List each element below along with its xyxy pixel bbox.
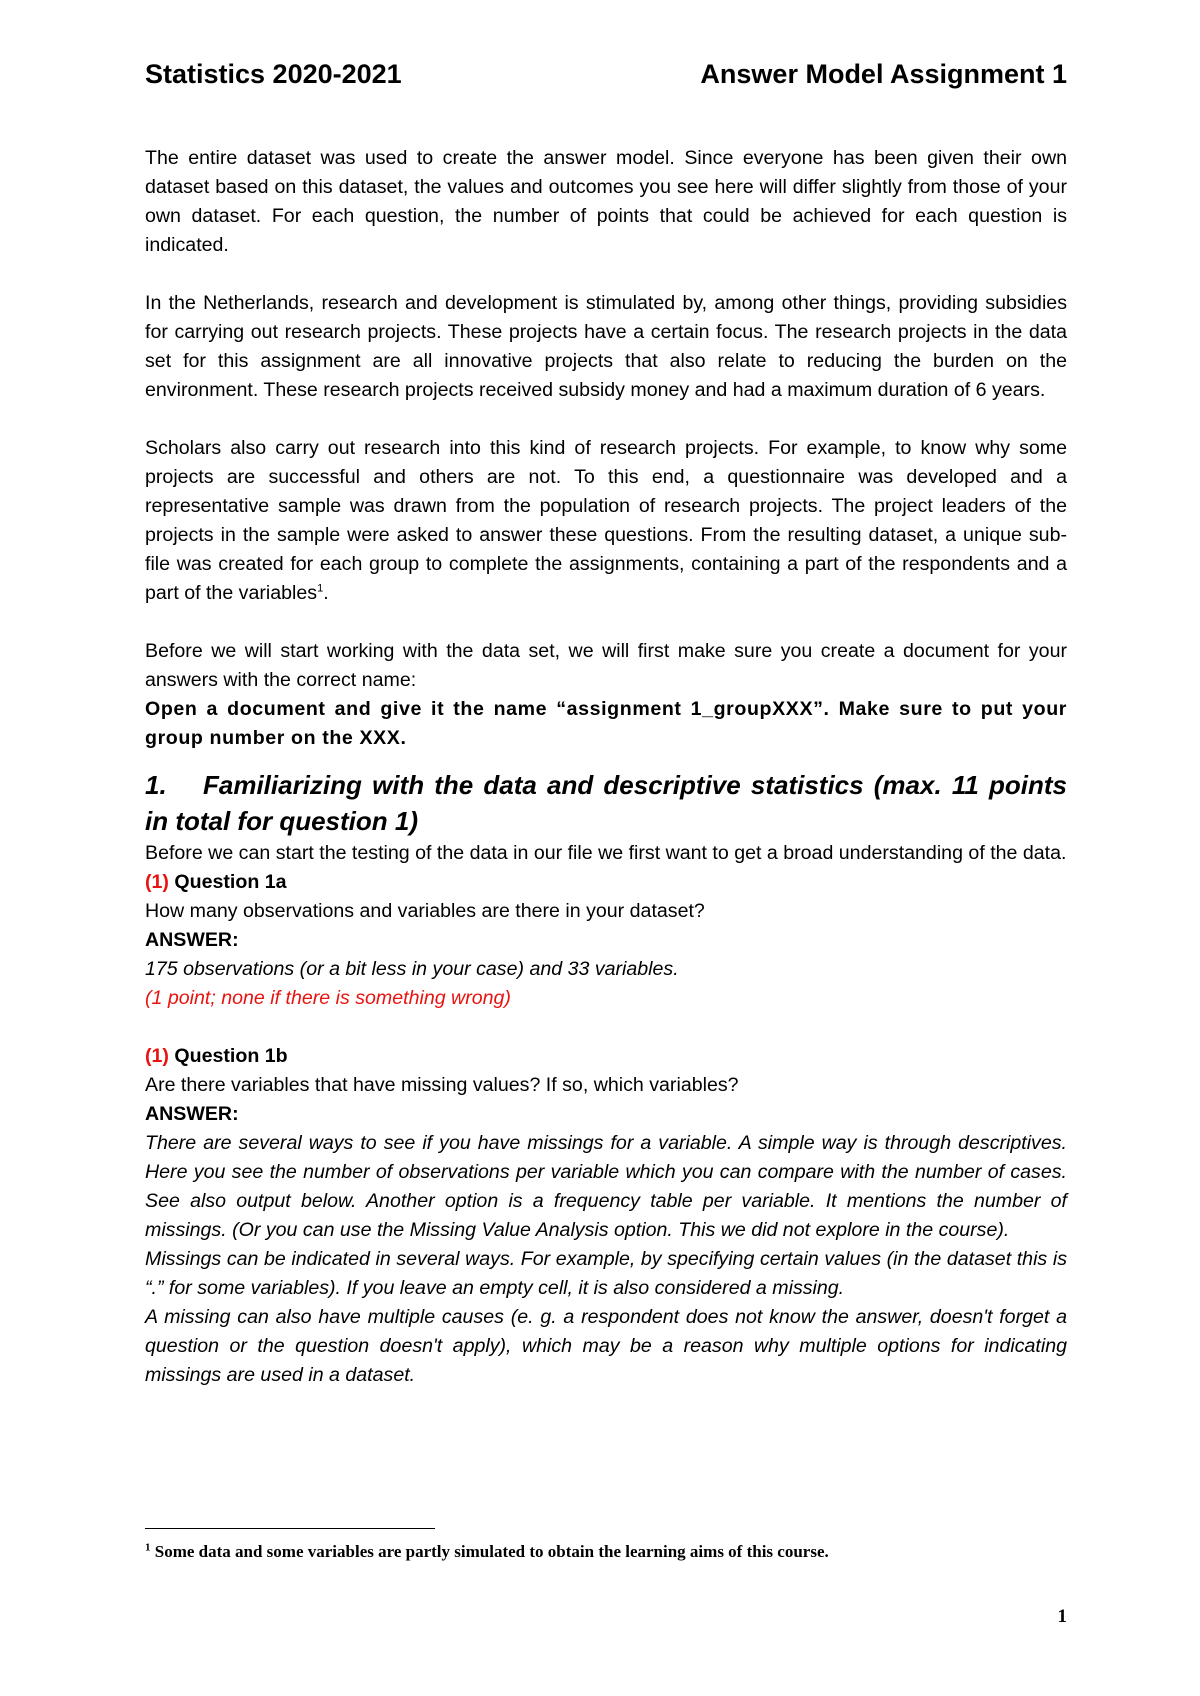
footnote-text: Some data and some variables are partly simulated to obtain the learning aims of this course. <box>154 1542 829 1561</box>
question-1b-title: Question 1b <box>174 1045 288 1067</box>
header-document-title: Answer Model Assignment 1 <box>700 59 1067 89</box>
footnote <box>145 1540 829 1564</box>
section-intro: Before we can start the testing of the data in our file we first want to get a broad understanding of the data. <box>145 842 1067 864</box>
footnote-reference: 1 <box>317 582 324 595</box>
header-course-title: Statistics 2020-2021 <box>145 59 402 89</box>
document-page <box>145 0 1067 1696</box>
question-1a-heading <box>145 868 1067 897</box>
page-header <box>145 56 1067 92</box>
question-1b-text: Are there variables that have missing values? If so, which variables? <box>145 1074 739 1096</box>
question-1b-answer-paragraph-3: A missing can also have multiple causes (e. g. a respondent does not know the answer, doesn't forget a question or the question doesn't apply), which may be a reason why multiple options for indicating missings are used in a dataset. <box>145 1306 1067 1386</box>
question-1a <box>145 868 1067 1013</box>
question-1b-answer-label: ANSWER: <box>145 1103 239 1125</box>
question-1a-grading: (1 point; none if there is something wrong) <box>145 987 511 1009</box>
page-number: 1 <box>1057 1606 1067 1627</box>
question-1b-answer-paragraph-2: Missings can be indicated in several ways. For example, by specifying certain values (in the dataset this is “.” for some variables). If you leave an empty cell, it is also considered a missing. <box>145 1248 1067 1299</box>
footnote-marker: 1 <box>145 1541 151 1554</box>
question-1b-points: (1) <box>145 1045 169 1067</box>
section-number: 1. <box>145 770 167 800</box>
question-1a-answer: 175 observations (or a bit less in your case) and 33 variables. <box>145 958 679 980</box>
intro-paragraph-3 <box>145 434 1067 608</box>
intro-paragraph-3-text: Scholars also carry out research into this kind of research projects. For example, to know why some projects are successful and others are not. To this end, a questionnaire was developed and a representative sample was drawn from the population of research projects. The project leaders of the projects in the sample were asked to answer these questions. From the resulting dataset, a unique sub-file was created for each group to complete the assignments, containing a part of the respondents and a part of the variables <box>145 437 1067 604</box>
intro-paragraph-4: Before we will start working with the data set, we will first make sure you create a document for your answers with the correct name: <box>145 640 1067 691</box>
question-1a-title: Question 1a <box>174 871 287 893</box>
question-1b-answer-paragraph-1: There are several ways to see if you have missings for a variable. A simple way is through descriptives. Here you see the number of observations per variable which you can compare with the number of cases. See also output below. Another option is a frequency table per variable. It mentions the number of missings. (Or you can use the Missing Value Analysis option. This we did not explore in the course). <box>145 1132 1067 1241</box>
document-body <box>145 144 1067 1390</box>
intro-paragraph-2: In the Netherlands, research and development is stimulated by, among other things, providing subsidies for carrying out research projects. These projects have a certain focus. The research projects in the data set for this assignment are all innovative projects that also relate to reducing the burden on the environment. These research projects received subsidy money and had a maximum duration of 6 years. <box>145 292 1067 401</box>
question-1a-answer-label: ANSWER: <box>145 929 239 951</box>
question-1a-points: (1) <box>145 871 169 893</box>
naming-instruction: Open a document and give it the name “assignment 1_groupXXX”. Make sure to put your group number on the XXX. <box>145 698 1067 749</box>
footnote-separator <box>145 1528 435 1529</box>
intro-paragraph-3-end: . <box>323 582 329 604</box>
question-1b <box>145 1042 1067 1390</box>
question-1a-text: How many observations and variables are there in your dataset? <box>145 900 705 922</box>
question-1b-heading <box>145 1042 1067 1071</box>
section-title: Familiarizing with the data and descriptive statistics (max. 11 points in total for question 1) <box>145 770 1067 836</box>
section-heading <box>145 767 1067 839</box>
intro-paragraph-1: The entire dataset was used to create the answer model. Since everyone has been given their own dataset based on this dataset, the values and outcomes you see here will differ slightly from those of your own dataset. For each question, the number of points that could be achieved for each question is indicated. <box>145 147 1067 256</box>
